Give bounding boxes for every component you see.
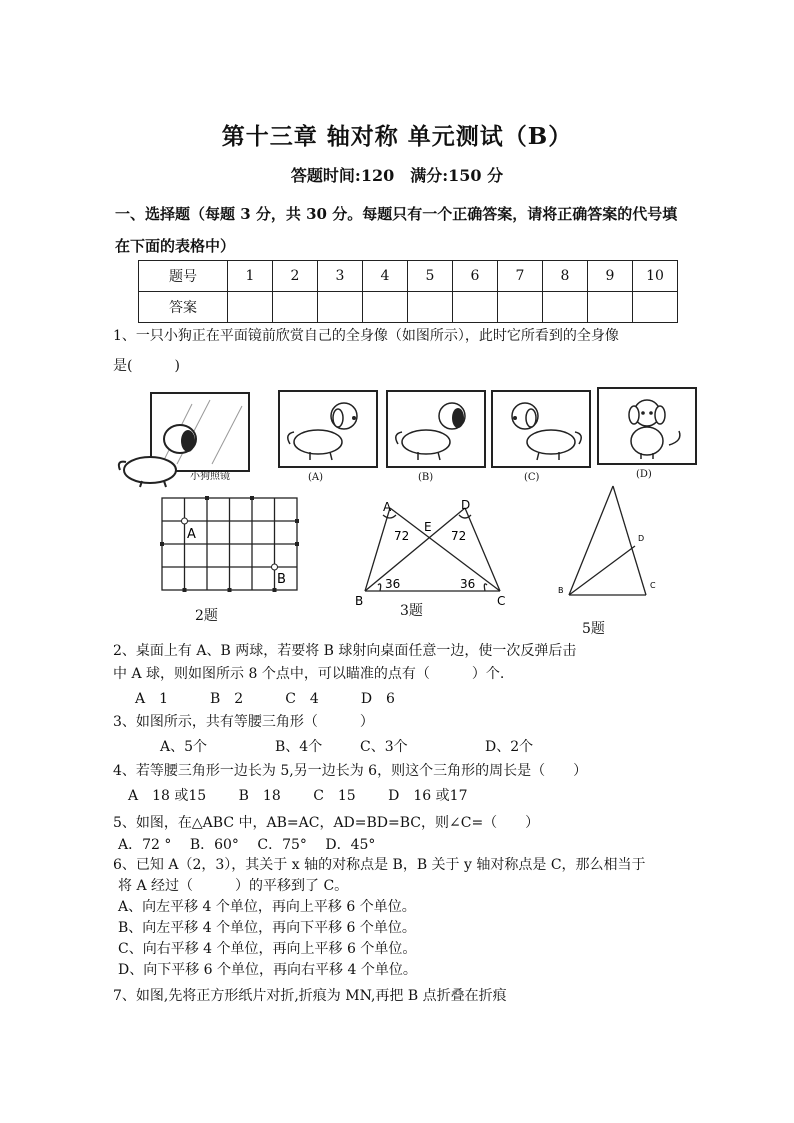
point-a-label: A bbox=[383, 500, 392, 514]
point-b-label: B bbox=[558, 586, 564, 595]
angle-d-label: 72 bbox=[451, 529, 467, 543]
answer-cell[interactable] bbox=[363, 292, 408, 323]
question-6-text-cont: 将 A 经过（ ）的平移到了 C。 bbox=[118, 878, 349, 894]
answer-cell[interactable] bbox=[273, 292, 318, 323]
question-number-cell: 9 bbox=[588, 261, 633, 292]
question-number-cell: 7 bbox=[498, 261, 543, 292]
figure-5-caption: 5题 bbox=[582, 621, 605, 637]
angle-a-label: 72 bbox=[394, 529, 410, 543]
question-4-text: 4、若等腰三角形一边长为 5,另一边长为 6，则这个三角形的周长是（ ） bbox=[113, 763, 588, 779]
question-number-cell: 3 bbox=[318, 261, 363, 292]
figure-2-caption: 2题 bbox=[195, 608, 218, 624]
question-2-options: A 1 B 2 C 4 D 6 bbox=[135, 691, 395, 707]
question-6-option-a: A、向左平移 4 个单位，再向上平移 6 个单位。 bbox=[118, 899, 416, 915]
question-number-cell: 8 bbox=[543, 261, 588, 292]
table-row bbox=[139, 261, 678, 292]
question-3-option-a: A、5个 bbox=[160, 739, 208, 755]
page-subtitle: 答题时间:120 满分:150 分 bbox=[290, 166, 504, 185]
point-d-label: D bbox=[461, 498, 471, 512]
option-a-image[interactable] bbox=[278, 390, 378, 468]
dog-icon bbox=[599, 389, 695, 463]
section-heading-line2: 在下面的表格中） bbox=[115, 237, 236, 255]
question-6-text: 6、已知 A（2，3），其关于 x 轴的对称点是 B，B 关于 y 轴对称点是 C，那么相当于 bbox=[113, 857, 646, 873]
table-row-label: 题号 bbox=[139, 261, 228, 292]
question-number-cell: 1 bbox=[228, 261, 273, 292]
question-4-options: A 18 或15 B 18 C 15 D 16 或17 bbox=[128, 788, 468, 804]
answer-table bbox=[138, 260, 678, 323]
question-6-option-b: B、向左平移 4 个单位，再向下平移 6 个单位。 bbox=[118, 920, 416, 936]
answer-cell[interactable] bbox=[633, 292, 678, 323]
question-number-cell: 6 bbox=[453, 261, 498, 292]
question-5-options: A．72 ° B．60° C．75° D．45° bbox=[118, 837, 376, 853]
question-1-text: 1、一只小狗正在平面镜前欣赏自己的全身像（如图所示），此时它所看到的全身像 bbox=[113, 328, 619, 344]
option-c-label: (C) bbox=[524, 472, 540, 483]
answer-cell[interactable] bbox=[588, 292, 633, 323]
dog-icon bbox=[388, 392, 484, 466]
angle-b-label: 36 bbox=[385, 577, 401, 591]
option-b-label: (B) bbox=[418, 472, 434, 483]
angle-c-label: 36 bbox=[460, 577, 476, 591]
point-c-label: C bbox=[497, 594, 506, 608]
answer-cell[interactable] bbox=[408, 292, 453, 323]
figure-3-triangles bbox=[350, 497, 520, 612]
option-b-image[interactable] bbox=[386, 390, 486, 468]
answer-cell[interactable] bbox=[498, 292, 543, 323]
ball-a-label: A bbox=[187, 527, 196, 542]
question-number-cell: 4 bbox=[363, 261, 408, 292]
option-c-image[interactable] bbox=[491, 390, 591, 468]
figure-3-caption: 3题 bbox=[400, 603, 423, 619]
point-c-label: C bbox=[650, 581, 656, 590]
question-3-option-c: C、3个 bbox=[360, 739, 408, 755]
table-row-label: 答案 bbox=[139, 292, 228, 323]
figure-5-triangle bbox=[555, 478, 665, 603]
question-5-text: 5、如图，在△ABC 中，AB=AC，AD=BD=BC，则∠C=（ ） bbox=[113, 815, 540, 831]
question-7-text: 7、如图,先将正方形纸片对折,折痕为 MN,再把 B 点折叠在折痕 bbox=[113, 988, 507, 1004]
question-1-text-cont: 是( ) bbox=[113, 358, 180, 374]
option-a-label: (A) bbox=[308, 472, 324, 483]
question-number-cell: 5 bbox=[408, 261, 453, 292]
point-d-label: D bbox=[638, 534, 645, 543]
question-number-cell: 10 bbox=[633, 261, 678, 292]
point-e-label: E bbox=[424, 520, 432, 534]
answer-cell[interactable] bbox=[228, 292, 273, 323]
answer-cell[interactable] bbox=[543, 292, 588, 323]
figure-2-grid bbox=[155, 493, 305, 601]
section-heading-line1: 一、选择题（每题 3 分，共 30 分。每题只有一个正确答案，请将正确答案的代号填 bbox=[115, 205, 678, 223]
page-title: 第十三章 轴对称 单元测试（B） bbox=[221, 123, 573, 150]
question-3-option-b: B、4个 bbox=[275, 739, 323, 755]
option-d-image[interactable] bbox=[597, 387, 697, 465]
question-3-option-d: D、2个 bbox=[485, 739, 534, 755]
answer-cell[interactable] bbox=[318, 292, 363, 323]
mirror-glare-line bbox=[212, 406, 242, 464]
dog-icon bbox=[280, 392, 376, 466]
table-row bbox=[139, 292, 678, 323]
mirror-caption: 小狗照镜 bbox=[190, 471, 230, 482]
dog-icon bbox=[493, 392, 589, 466]
question-2-text: 2、桌面上有 A、B 两球，若要将 B 球射向桌面任意一边，使一次反弹后击 bbox=[113, 643, 577, 659]
question-6-option-d: D、向下平移 6 个单位，再向右平移 4 个单位。 bbox=[118, 962, 417, 978]
question-number-cell: 2 bbox=[273, 261, 318, 292]
point-b-label: B bbox=[355, 594, 364, 608]
question-3-text: 3、如图所示，共有等腰三角形（ ） bbox=[113, 714, 374, 730]
question-6-option-c: C、向右平移 4 个单位，再向上平移 6 个单位。 bbox=[118, 941, 417, 957]
answer-cell[interactable] bbox=[453, 292, 498, 323]
option-d-label: (D) bbox=[636, 469, 652, 480]
question-2-text-cont: 中 A 球，则如图所示 8 个点中，可以瞄准的点有（ ）个. bbox=[113, 666, 505, 682]
ball-b-label: B bbox=[277, 572, 286, 587]
